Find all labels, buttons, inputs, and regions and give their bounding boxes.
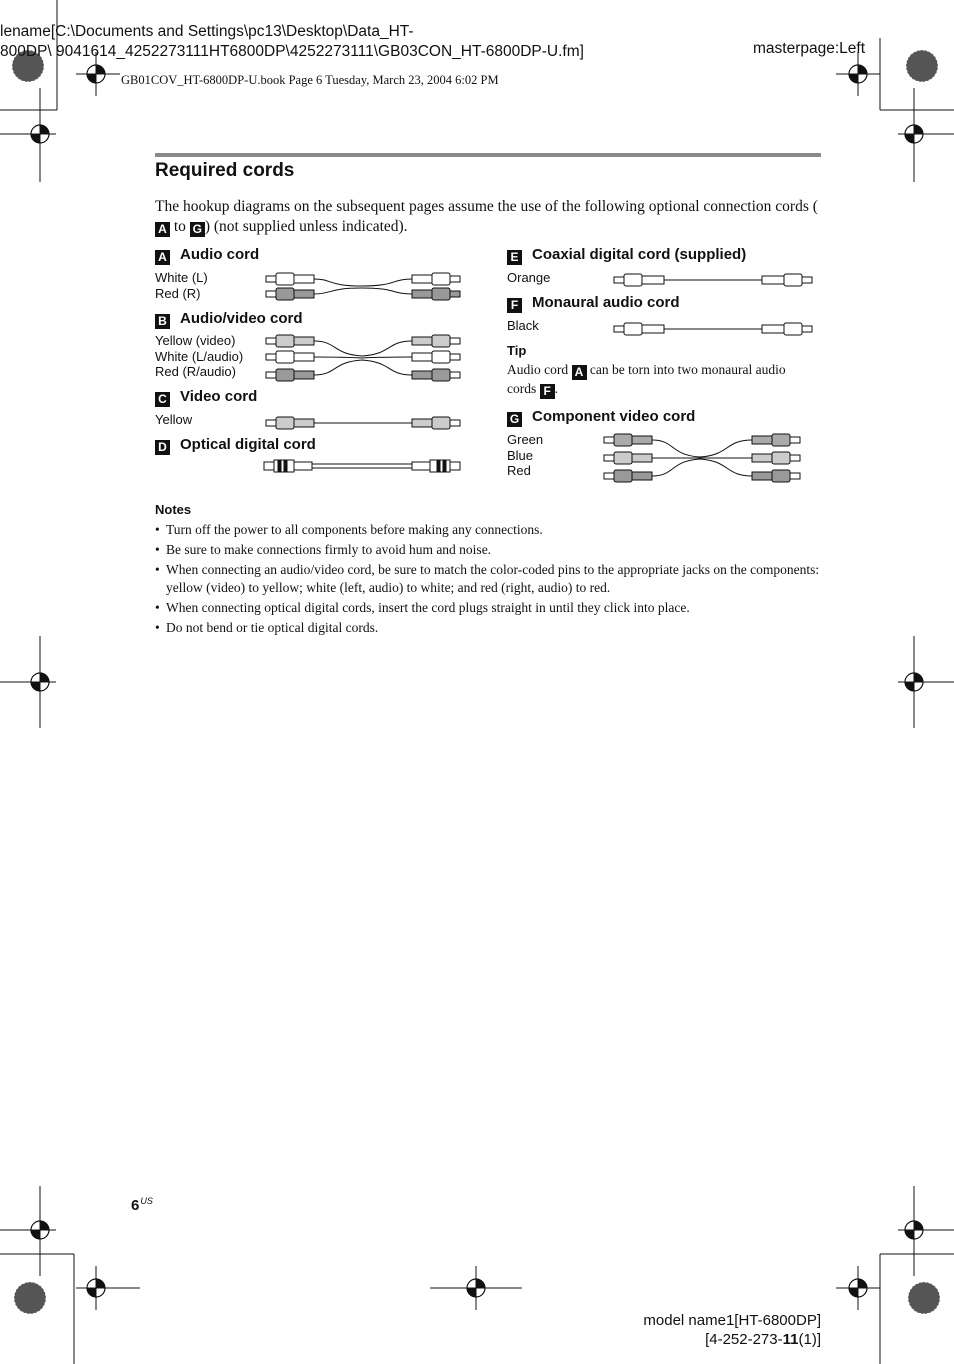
cord-label: Red [507,463,531,478]
header-masterpage: masterpage:Left [753,40,866,57]
letter-badge: D [155,440,170,455]
cord-c-labels [155,412,192,428]
tip-text-3: . [554,381,558,396]
letter-badge: G [190,222,205,237]
letter-badge: F [540,384,555,399]
note-item: • When connecting an audio/video cord, be sure to match the color-coded pins to the appropriate jacks on the components: yellow (video) to yellow; white (left, audio) to white; and red (right, audio) to red. [155,561,821,597]
notes-list [155,521,821,639]
intro-text-2: ) (not supplied unless indicated). [204,218,408,235]
cord-f-heading [507,294,680,313]
page-number-suffix: US [140,1196,153,1206]
cord-b-title: Audio/video cord [180,310,303,327]
header-filename-line1: lename[C:\Documents and Settings\pc13\Desktop\Data_HT- [0,23,414,40]
cord-a-title: Audio cord [180,246,260,263]
optical-cord-illustration [262,457,467,475]
footer-part-paren: (1) [798,1331,817,1348]
footer-model-info [643,1311,821,1349]
component-video-cord-illustration [600,431,810,485]
note-item: • Be sure to make connections firmly to avoid hum and noise. [155,541,821,559]
cord-label: Red (R/audio) [155,364,236,379]
cord-g-title: Component video cord [532,408,696,425]
audio-cord-illustration [262,270,467,304]
note-item: • Turn off the power to all components before making any connections. [155,521,821,539]
intro-text-to: to [173,218,186,235]
cord-a-labels [155,270,208,301]
header-bookline: GB01COV_HT-6800DP-U.book Page 6 Tuesday, March 23, 2004 6:02 PM [121,73,499,87]
cord-b-labels [155,333,243,380]
cord-label: White (L/audio) [155,348,244,364]
letter-badge: C [155,392,170,407]
header-filename-line2: 800DP\ 9041614_4252273111HT6800DP\4252273111\GB03CON_HT-6800DP-U.fm] [0,43,584,60]
footer-part-line [643,1330,821,1349]
cord-label: Yellow (video) [155,333,236,348]
cord-e-title: Coaxial digital cord (supplied) [532,246,747,263]
note-item: • When connecting optical digital cords, insert the cord plugs straight in until they click into place. [155,599,821,617]
cord-b-heading [155,310,303,329]
cord-c-heading [155,388,257,407]
note-item: • Do not bend or tie optical digital cords. [155,619,821,637]
letter-badge: B [155,314,170,329]
video-cord-illustration [262,414,467,432]
coaxial-cord-illustration [612,271,819,289]
letter-badge: E [507,250,522,265]
cord-label: Red (R) [155,285,201,301]
notes-heading: Notes [155,502,192,517]
cord-label: White (L) [155,270,208,285]
page-number-value: 6 [131,1197,140,1214]
tip-text [507,361,817,399]
intro-paragraph [155,197,821,237]
cord-label: Orange [507,270,551,285]
cord-label: Yellow [155,412,193,427]
section-title: Required cords [155,160,295,181]
section-rule [155,153,821,157]
footer-part-bold: 11 [782,1331,799,1348]
cord-label: Green [507,432,544,447]
cord-e-heading [507,246,746,265]
footer-part-prefix: [4-252-273- [705,1331,783,1348]
cord-g-heading [507,408,695,427]
cord-c-title: Video cord [180,388,258,405]
tip-text-1: Audio cord [507,362,569,377]
cord-a-heading [155,246,259,265]
letter-badge: A [155,222,170,237]
page-number [131,1196,153,1214]
cord-label: Black [507,318,539,333]
monaural-cord-illustration [612,320,819,338]
tip-text-2: can be torn into two monaural audio cords [507,362,786,396]
cord-f-title: Monaural audio cord [532,294,680,311]
footer-model-line: model name1[HT-6800DP] [643,1312,821,1329]
letter-badge: G [507,412,522,427]
intro-text-1: The hookup diagrams on the subsequent pages assume the use of the following optional connection cords ( [155,198,818,215]
footer-part-suffix: ] [816,1331,821,1348]
cord-d-title: Optical digital cord [180,436,316,453]
letter-badge: A [572,365,587,380]
letter-badge: F [507,298,522,313]
header-filename [0,22,584,62]
cord-g-labels [507,432,543,479]
cord-label: Blue [507,447,534,463]
cord-d-heading [155,436,316,455]
tip-heading: Tip [507,343,527,358]
cord-e-labels [507,270,550,286]
letter-badge: A [155,250,170,265]
cord-f-labels [507,318,539,334]
audio-video-cord-illustration [262,332,467,384]
